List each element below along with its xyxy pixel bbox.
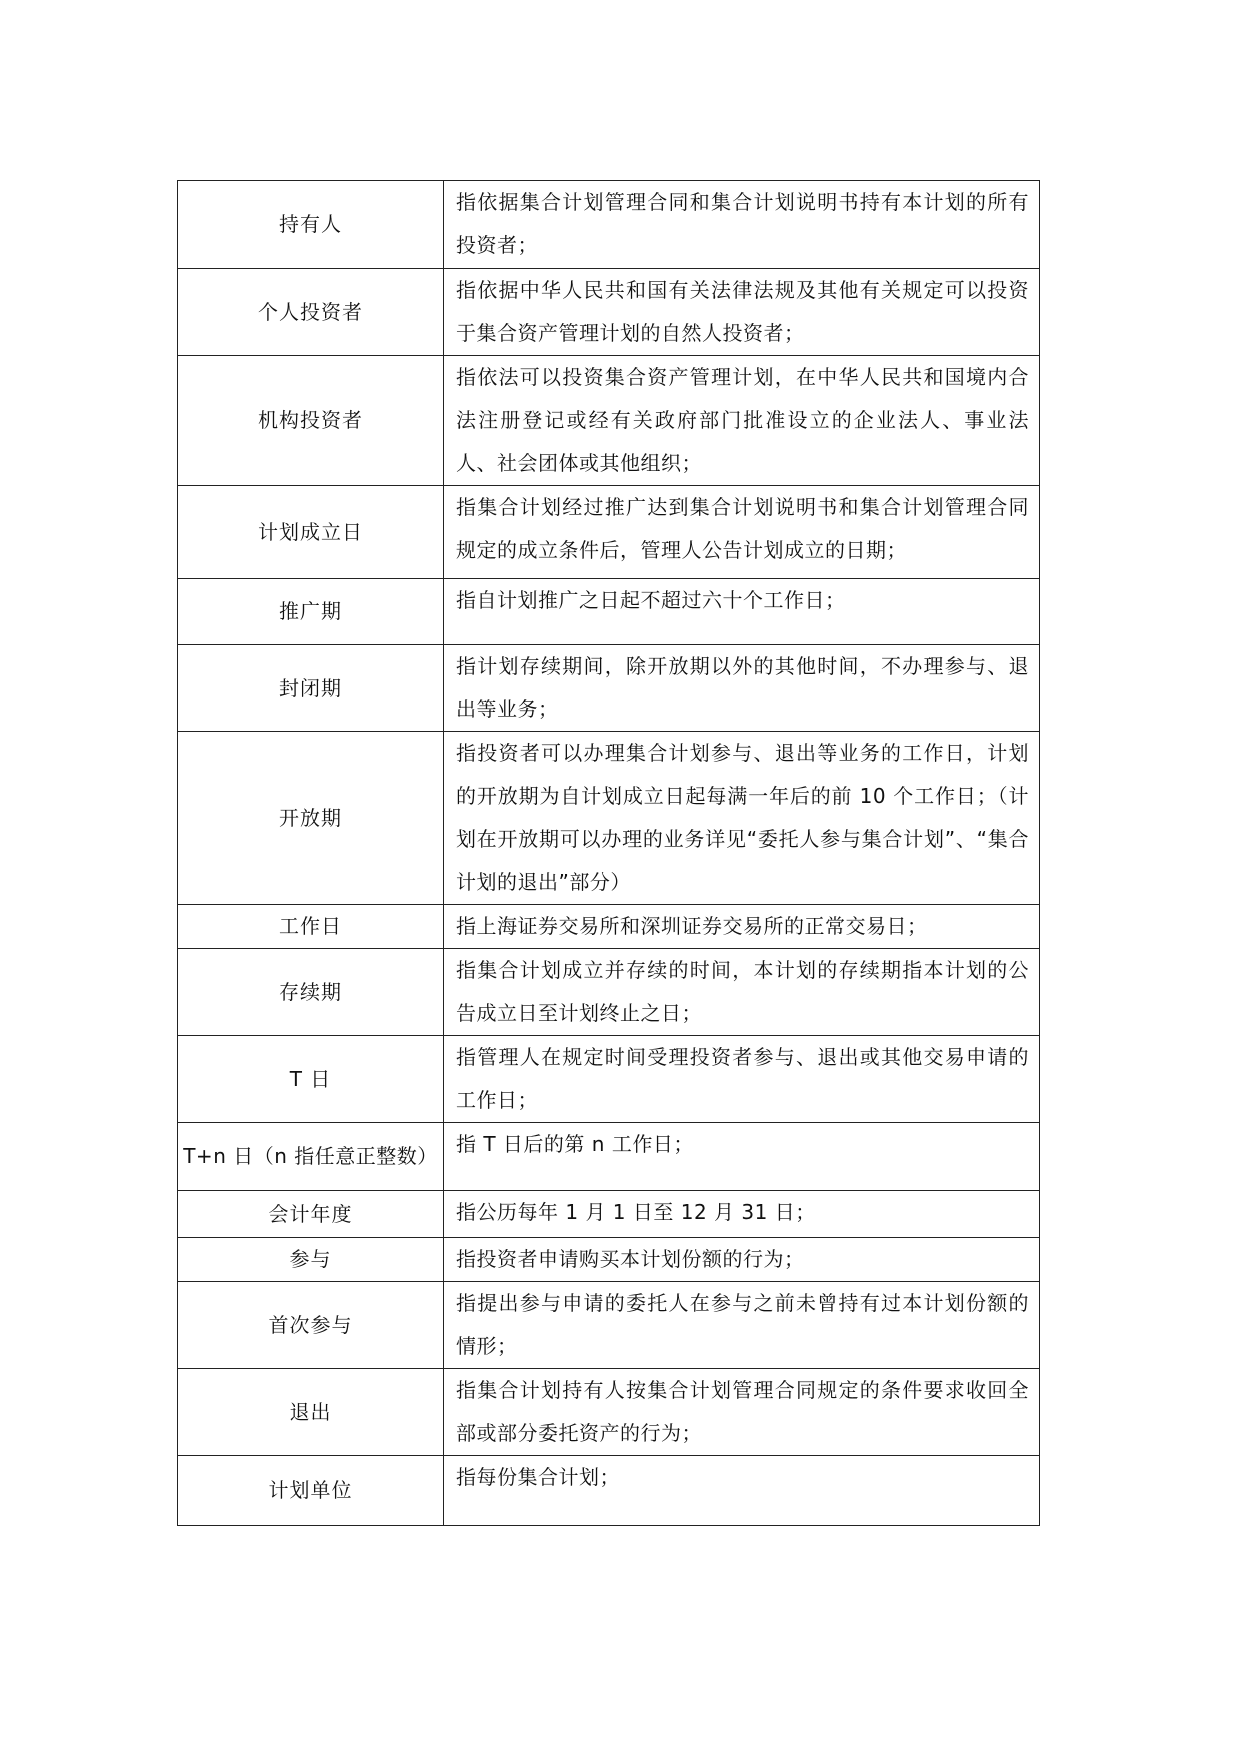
definition-text: 指管理人在规定时间受理投资者参与、退出或其他交易申请的工作日；: [456, 1045, 1029, 1112]
definition-text: 指投资者申请购买本计划份额的行为；: [456, 1247, 805, 1271]
definition-cell: [444, 949, 1040, 1036]
definition-cell: [444, 356, 1040, 486]
table-row: [178, 356, 1040, 486]
definition-text: 指依据中华人民共和国有关法律法规及其他有关规定可以投资于集合资产管理计划的自然人投资者；: [456, 278, 1029, 345]
term-cell: 计划成立日: [178, 486, 444, 579]
definition-text: 指投资者可以办理集合计划参与、退出等业务的工作日，计划的开放期为自计划成立日起每满一年后的前 10 个工作日；（计划在开放期可以办理的业务详见“委托人参与集合计划”、“集合计划的退出”部分）: [456, 741, 1029, 894]
definition-text: 指计划存续期间，除开放期以外的其他时间，不办理参与、退出等业务；: [456, 654, 1029, 721]
term-cell: 推广期: [178, 579, 444, 645]
term-cell: 首次参与: [178, 1282, 444, 1369]
term-cell: 开放期: [178, 732, 444, 905]
definition-cell: [444, 579, 1040, 645]
term-cell: 会计年度: [178, 1191, 444, 1238]
term-cell: 个人投资者: [178, 269, 444, 356]
definition-cell: [444, 1238, 1040, 1282]
table-row: [178, 486, 1040, 579]
definition-cell: [444, 1456, 1040, 1526]
table-row: [178, 181, 1040, 269]
table-row: [178, 579, 1040, 645]
definition-text: 指依据集合计划管理合同和集合计划说明书持有本计划的所有投资者；: [456, 190, 1029, 257]
definition-text: 指集合计划持有人按集合计划管理合同规定的条件要求收回全部或部分委托资产的行为；: [456, 1378, 1029, 1445]
definition-cell: [444, 1369, 1040, 1456]
term-cell: 计划单位: [178, 1456, 444, 1526]
term-cell: T 日: [178, 1036, 444, 1123]
definition-text: 指上海证券交易所和深圳证券交易所的正常交易日；: [456, 914, 928, 938]
definition-text: 指自计划推广之日起不超过六十个工作日；: [456, 588, 846, 612]
definition-text: 指集合计划经过推广达到集合计划说明书和集合计划管理合同规定的成立条件后，管理人公告计划成立的日期；: [456, 495, 1029, 562]
definition-cell: [444, 1036, 1040, 1123]
table-row: [178, 269, 1040, 356]
term-cell: T+n 日（n 指任意正整数）: [178, 1123, 444, 1191]
table-row: [178, 949, 1040, 1036]
term-cell: 持有人: [178, 181, 444, 269]
table-row: [178, 1282, 1040, 1369]
table-row: [178, 645, 1040, 732]
definition-text: 指提出参与申请的委托人在参与之前未曾持有过本计划份额的情形；: [456, 1291, 1029, 1358]
definition-cell: [444, 1123, 1040, 1191]
term-cell: 封闭期: [178, 645, 444, 732]
definition-cell: [444, 905, 1040, 949]
definition-cell: [444, 645, 1040, 732]
definition-text: 指集合计划成立并存续的时间，本计划的存续期指本计划的公告成立日至计划终止之日；: [456, 958, 1029, 1025]
table-row: [178, 732, 1040, 905]
definition-text: 指 T 日后的第 n 工作日；: [456, 1132, 694, 1156]
definition-cell: [444, 1282, 1040, 1369]
definition-text: 指依法可以投资集合资产管理计划，在中华人民共和国境内合法注册登记或经有关政府部门批准设立的企业法人、事业法人、社会团体或其他组织；: [456, 365, 1029, 475]
definition-cell: [444, 181, 1040, 269]
table-row: [178, 1369, 1040, 1456]
table-row: [178, 1238, 1040, 1282]
table-row: [178, 1123, 1040, 1191]
term-cell: 参与: [178, 1238, 444, 1282]
term-cell: 退出: [178, 1369, 444, 1456]
definition-cell: [444, 732, 1040, 905]
definition-cell: [444, 1191, 1040, 1238]
term-cell: 机构投资者: [178, 356, 444, 486]
definition-text: 指公历每年 1 月 1 日至 12 月 31 日；: [456, 1200, 816, 1224]
definitions-table: [177, 180, 1040, 1526]
term-cell: 工作日: [178, 905, 444, 949]
table-row: [178, 1036, 1040, 1123]
definition-cell: [444, 486, 1040, 579]
table-row: [178, 1456, 1040, 1526]
definition-cell: [444, 269, 1040, 356]
table-row: [178, 905, 1040, 949]
term-cell: 存续期: [178, 949, 444, 1036]
definition-text: 指每份集合计划；: [456, 1465, 620, 1489]
table-row: [178, 1191, 1040, 1238]
